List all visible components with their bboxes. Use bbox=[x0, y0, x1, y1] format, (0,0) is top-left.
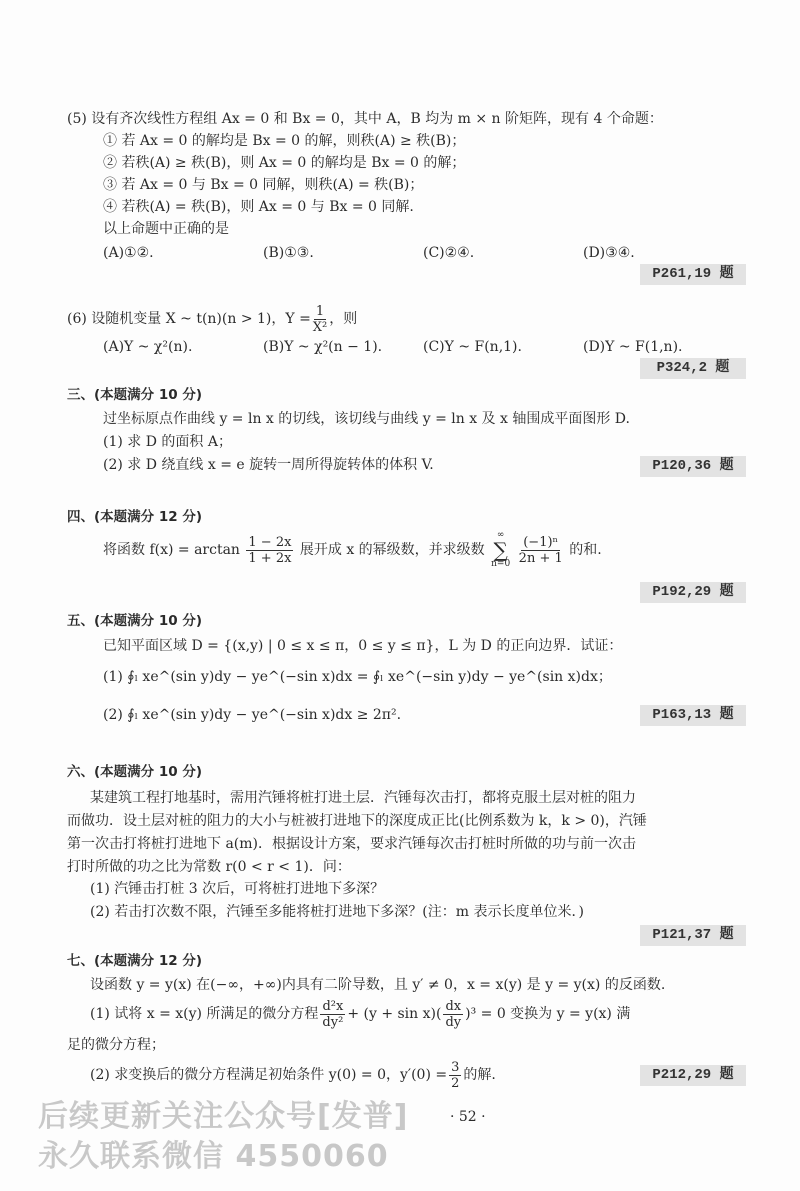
q5-option-c: (C)②④. bbox=[423, 245, 475, 261]
q6b-reference: P121,37 题 bbox=[640, 925, 746, 946]
q7-part-1 bbox=[90, 996, 630, 1032]
fraction-denominator: dy² bbox=[322, 1014, 344, 1030]
q5-item-3: ③ 若 Ax = 0 与 Bx = 0 同解，则秩(A) = 秩(B)； bbox=[103, 177, 424, 193]
q7-p2-fraction bbox=[449, 1060, 461, 1091]
fraction-numerator: d²x bbox=[322, 998, 344, 1014]
q7-reference: P212,29 题 bbox=[640, 1065, 746, 1086]
q5-stem: (5) 设有齐次线性方程组 Ax = 0 和 Bx = 0，其中 A，B 均为 m × n 阶矩阵，现有 4 个命题： bbox=[67, 111, 663, 127]
fraction-denominator: 1 + 2x bbox=[248, 550, 292, 566]
q6-option-a: (A)Y ~ χ²(n). bbox=[103, 339, 193, 355]
q5b-part-2: (2) ∮ₗ xe^(sin y)dy − ye^(−sin x)dx ≥ 2π². bbox=[103, 707, 402, 723]
fraction-numerator: 3 bbox=[451, 1059, 460, 1075]
q6-option-c: (C)Y ~ F(n,1). bbox=[423, 339, 522, 355]
fraction-denominator: 2n + 1 bbox=[518, 550, 563, 566]
q5-option-b: (B)①③. bbox=[263, 245, 314, 261]
fraction-denominator: X² bbox=[312, 319, 328, 335]
q6-reference: P324,2 题 bbox=[640, 358, 746, 379]
q7-line-1: 设函数 y = y(x) 在(−∞，+∞)内具有二阶导数，且 y′ ≠ 0，x = x(y) 是 y = y(x) 的反函数. bbox=[90, 977, 666, 993]
q3-heading: 三、(本题满分 10 分) bbox=[67, 387, 203, 403]
q5b-part-1: (1) ∮ₗ xe^(sin y)dy − ye^(−sin x)dx = ∮ₗ xe^(−sin y)dy − ye^(sin x)dx； bbox=[103, 669, 612, 685]
q7-p1-fraction bbox=[320, 999, 345, 1030]
q6-fraction bbox=[313, 304, 327, 335]
q3-part-1: (1) 求 D 的面积 A； bbox=[103, 434, 232, 450]
q6-stem-end: ，则 bbox=[329, 311, 358, 327]
q6-stem-text: (6) 设随机变量 X ~ t(n)(n > 1)，Y = bbox=[67, 311, 311, 327]
q4-fraction-2 bbox=[519, 535, 563, 566]
q7-part-2 bbox=[90, 1058, 496, 1092]
q4-text-mid: 展开成 x 的幂级数，并求级数 bbox=[299, 542, 485, 558]
q3-part-2: (2) 求 D 绕直线 x = e 旋转一周所得旋转体的体积 V. bbox=[103, 457, 434, 473]
q7-p1-text: (1) 试将 x = x(y) 所满足的微分方程 bbox=[90, 1006, 319, 1022]
q6b-heading: 六、(本题满分 10 分) bbox=[67, 764, 203, 780]
q5b-reference: P163,13 题 bbox=[640, 705, 746, 726]
q6b-line-1: 某建筑工程打地基时，需用汽锤将桩打进土层．汽锤每次击打，都将克服土层对桩的阻力 bbox=[90, 790, 636, 806]
fraction-denominator: dy bbox=[445, 1014, 462, 1030]
q3-line: 过坐标原点作曲线 y = ln x 的切线，该切线与曲线 y = ln x 及 x 轴围成平面图形 D. bbox=[103, 411, 630, 427]
q7-heading: 七、(本题满分 12 分) bbox=[67, 953, 203, 969]
q5-item-1: ① 若 Ax = 0 的解均是 Bx = 0 的解，则秩(A) ≥ 秩(B)； bbox=[103, 133, 466, 149]
q6b-part-2: (2) 若击打次数不限，汽锤至多能将桩打进地下多深？(注：m 表示长度单位米．) bbox=[90, 904, 584, 920]
q6b-line-2: 而做功．设土层对桩的阻力的大小与桩被打进地下的深度成正比(比例系数为 k，k > 0)，汽锤 bbox=[67, 813, 647, 829]
q5-prompt: 以上命题中正确的是 bbox=[103, 221, 229, 237]
fraction-numerator: (−1)ⁿ bbox=[523, 534, 559, 550]
q5b-heading: 五、(本题满分 10 分) bbox=[67, 613, 203, 629]
q5-item-4: ④ 若秩(A) = 秩(B)，则 Ax = 0 与 Bx = 0 同解. bbox=[103, 199, 414, 215]
q6-stem bbox=[67, 302, 357, 336]
fraction-numerator: 1 − 2x bbox=[248, 534, 292, 550]
sum-lower: n=0 bbox=[491, 559, 511, 569]
q4-fraction bbox=[246, 535, 293, 566]
q5-item-2: ② 若秩(A) ≥ 秩(B)，则 Ax = 0 的解均是 Bx = 0 的解； bbox=[103, 155, 466, 171]
q6-option-b: (B)Y ~ χ²(n − 1). bbox=[263, 339, 383, 355]
summation bbox=[491, 531, 510, 569]
q7-part-1-cont: 足的微分方程； bbox=[67, 1037, 165, 1053]
q7-p1-mid: + (y + sin x)( bbox=[347, 1006, 442, 1022]
sum-upper: ∞ bbox=[496, 530, 505, 540]
fraction-numerator: dx bbox=[445, 998, 462, 1014]
q5-option-a: (A)①②. bbox=[103, 245, 154, 261]
q4-line bbox=[103, 530, 602, 570]
sum-sign: ∑ bbox=[493, 538, 508, 562]
q6-option-d: (D)Y ~ F(1,n). bbox=[583, 339, 683, 355]
q7-p1-end: )³ = 0 变换为 y = y(x) 满 bbox=[465, 1006, 631, 1022]
watermark-line-1: 后续更新关注公众号[发普] bbox=[38, 1099, 409, 1134]
q6b-line-3: 第一次击打将桩打进地下 a(m)．根据设计方案，要求汽锤每次击打桩时所做的功与前一次击 bbox=[67, 836, 636, 852]
q5-option-d: (D)③④. bbox=[583, 245, 635, 261]
q7-p2-text: (2) 求变换后的微分方程满足初始条件 y(0) = 0，y′(0) = bbox=[90, 1067, 448, 1083]
page-number: · 52 · bbox=[450, 1109, 486, 1125]
q5-reference: P261,19 题 bbox=[640, 264, 746, 285]
q6b-line-4: 打时所做的功之比为常数 r(0 < r < 1)．问： bbox=[67, 859, 351, 875]
fraction-denominator: 2 bbox=[451, 1075, 460, 1091]
q6b-part-1: (1) 汽锤击打桩 3 次后，可将桩打进地下多深？ bbox=[90, 881, 385, 897]
q3-reference: P120,36 题 bbox=[640, 456, 746, 477]
q4-reference: P192,29 题 bbox=[640, 582, 746, 603]
q7-p1-fraction-2 bbox=[443, 999, 463, 1030]
watermark-line-2: 永久联系微信 4550060 bbox=[38, 1139, 389, 1174]
q5b-line: 已知平面区域 D = {(x,y) | 0 ≤ x ≤ π，0 ≤ y ≤ π}，L 为 D 的正向边界．试证： bbox=[103, 638, 623, 654]
q4-heading: 四、(本题满分 12 分) bbox=[67, 509, 203, 525]
q4-text: 将函数 f(x) = arctan bbox=[103, 542, 240, 558]
q7-p2-end: 的解. bbox=[463, 1067, 496, 1083]
q4-text-end: 的和. bbox=[569, 542, 602, 558]
fraction-numerator: 1 bbox=[315, 303, 325, 319]
